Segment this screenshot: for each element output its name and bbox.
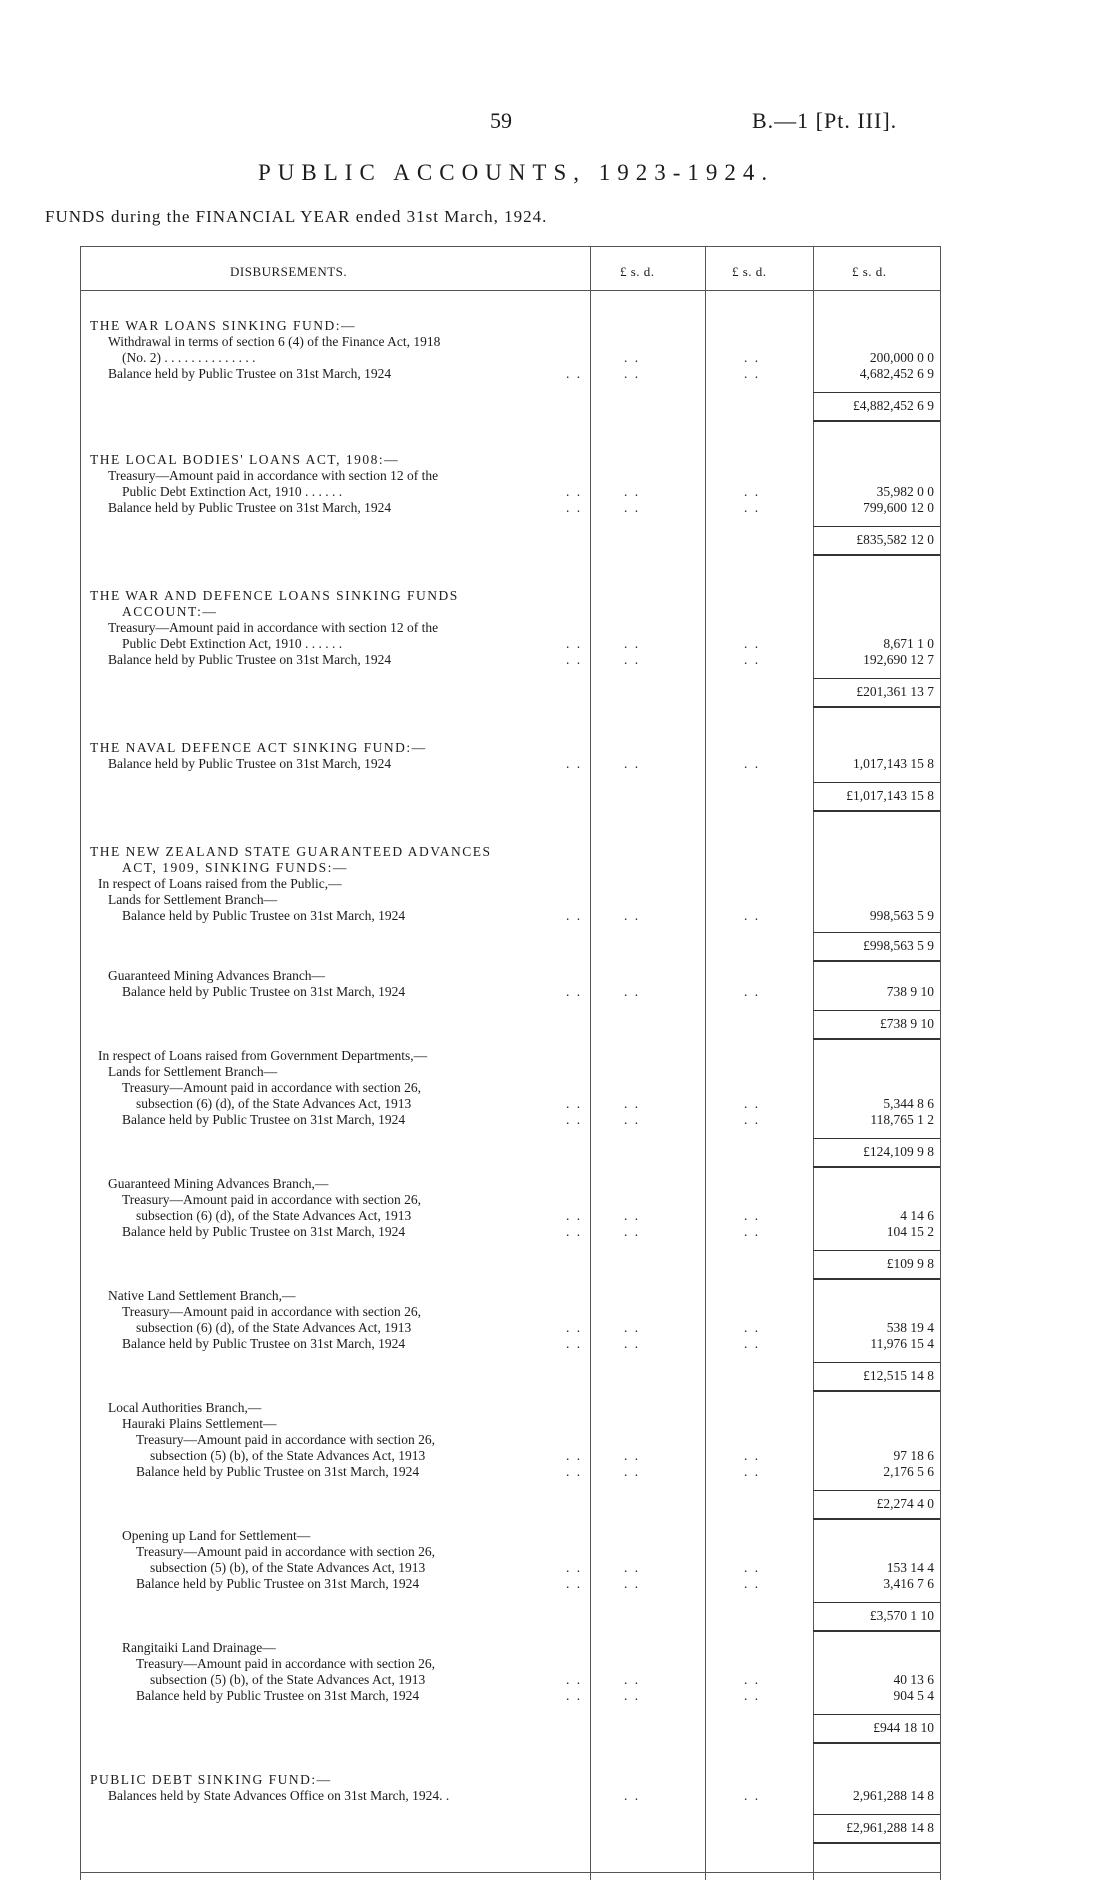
- table-row: [80, 588, 940, 604]
- total-rule: [813, 526, 940, 527]
- table-row: [80, 876, 940, 892]
- leader-dots: . .: [744, 756, 761, 771]
- total-double-rule: [813, 1278, 940, 1280]
- header-col3: £ s. d.: [852, 264, 887, 279]
- leader-dots: . .: [744, 1464, 761, 1479]
- total-rule: [813, 932, 940, 933]
- table-row: [80, 604, 940, 620]
- leader-dots: . .: [744, 984, 761, 999]
- section-heading: THE WAR AND DEFENCE LOANS SINKING FUNDS: [90, 588, 459, 603]
- total-double-rule: [813, 810, 940, 812]
- amount: 104 15 2: [886, 1224, 934, 1239]
- leader-dots: . .: [624, 350, 641, 365]
- row-label: Balance held by Public Trustee on 31st March, 1924: [108, 500, 392, 515]
- row-label: Balances held by State Advances Office on 31st March, 1924. .: [108, 1788, 450, 1803]
- leader-dots: . .: [624, 1464, 641, 1479]
- row-label: In respect of Loans raised from the Public,—: [98, 876, 342, 891]
- amount: 35,982 0 0: [876, 484, 934, 499]
- row-label: (No. 2) . . . . . . . . . . . . . .: [122, 350, 256, 365]
- leader-dots: . .: [566, 1208, 583, 1223]
- amount: 97 18 6: [893, 1448, 934, 1463]
- row-label: Balance held by Public Trustee on 31st March, 1924: [108, 652, 392, 667]
- table-row: [80, 740, 940, 756]
- leader-dots: . .: [566, 484, 583, 499]
- leader-dots: . .: [566, 1096, 583, 1111]
- row-label: Treasury—Amount paid in accordance with section 12 of the: [108, 620, 439, 635]
- total-rule: [813, 1714, 940, 1715]
- row-label: Rangitaiki Land Drainage—: [122, 1640, 276, 1655]
- total-rule: [813, 1250, 940, 1251]
- table-row: [80, 1208, 940, 1224]
- row-label: Treasury—Amount paid in accordance with section 26,: [122, 1304, 422, 1319]
- table-row: [80, 984, 940, 1000]
- table-row: [80, 484, 940, 500]
- leader-dots: . .: [744, 500, 761, 515]
- row-label: Balance held by Public Trustee on 31st March, 1924: [122, 1112, 406, 1127]
- section-total: £12,515 14 8: [863, 1368, 934, 1383]
- total-double-rule: [813, 1630, 940, 1632]
- leader-dots: . .: [744, 1688, 761, 1703]
- total-rule: [813, 392, 940, 393]
- amount: 538 19 4: [886, 1320, 934, 1335]
- leader-dots: . .: [624, 1320, 641, 1335]
- leader-dots: . .: [566, 636, 583, 651]
- row-label: In respect of Loans raised from Government Departments,—: [98, 1048, 428, 1063]
- leader-dots: . .: [624, 636, 641, 651]
- leader-dots: . .: [744, 1336, 761, 1351]
- disbursements-table: [80, 246, 940, 1880]
- row-label: Balance held by Public Trustee on 31st March, 1924: [122, 908, 406, 923]
- row-label: Treasury—Amount paid in accordance with section 26,: [136, 1432, 436, 1447]
- table-row: [80, 1192, 940, 1208]
- leader-dots: . .: [566, 984, 583, 999]
- table-row: [80, 1048, 940, 1064]
- table-row: [80, 1576, 940, 1592]
- total-double-rule: [813, 1038, 940, 1040]
- total-double-rule: [813, 420, 940, 422]
- leader-dots: . .: [624, 1688, 641, 1703]
- row-label: Balance held by Public Trustee on 31st March, 1924: [108, 756, 392, 771]
- amount: 118,765 1 2: [870, 1112, 934, 1127]
- leader-dots: . .: [624, 1096, 641, 1111]
- total-rule: [813, 1362, 940, 1363]
- total-rule: [813, 1490, 940, 1491]
- leader-dots: . .: [624, 908, 641, 923]
- section-total: £201,361 13 7: [856, 684, 934, 699]
- table-row: [80, 892, 940, 908]
- leader-dots: . .: [566, 908, 583, 923]
- row-label: Balance held by Public Trustee on 31st March, 1924: [122, 1336, 406, 1351]
- table-row: [80, 1688, 940, 1704]
- row-label: Balance held by Public Trustee on 31st March, 1924: [122, 984, 406, 999]
- amount: 4,682,452 6 9: [859, 366, 934, 381]
- page-number: 59: [490, 108, 512, 133]
- leader-dots: . .: [744, 1224, 761, 1239]
- header-divider: [80, 290, 940, 291]
- section-heading: THE NEW ZEALAND STATE GUARANTEED ADVANCES: [90, 844, 492, 859]
- row-label: Treasury—Amount paid in accordance with section 26,: [136, 1544, 436, 1559]
- leader-dots: . .: [744, 652, 761, 667]
- row-label: Balance held by Public Trustee on 31st March, 1924: [122, 1224, 406, 1239]
- row-label: Opening up Land for Settlement—: [122, 1528, 311, 1543]
- table-row: [80, 366, 940, 382]
- total-double-rule: [813, 960, 940, 962]
- amount: 998,563 5 9: [869, 908, 934, 923]
- table-row: [80, 1432, 940, 1448]
- total-double-rule: [813, 1742, 940, 1744]
- table-row: [80, 1772, 940, 1788]
- leader-dots: . .: [624, 1112, 641, 1127]
- leader-dots: . .: [566, 1672, 583, 1687]
- table-row: [80, 500, 940, 516]
- amount: 5,344 8 6: [883, 1096, 934, 1111]
- table-row: [80, 908, 940, 924]
- table-row: [80, 620, 940, 636]
- leader-dots: . .: [624, 652, 641, 667]
- total-double-rule: [813, 706, 940, 708]
- row-label: subsection (5) (b), of the State Advances Act, 1913: [150, 1560, 426, 1575]
- row-label: Treasury—Amount paid in accordance with section 26,: [122, 1192, 422, 1207]
- leader-dots: . .: [624, 1560, 641, 1575]
- table-row: [80, 1224, 940, 1240]
- leader-dots: . .: [744, 1112, 761, 1127]
- table-row: [80, 1112, 940, 1128]
- section-total: £998,563 5 9: [863, 938, 934, 953]
- leader-dots: . .: [744, 350, 761, 365]
- leader-dots: . .: [744, 1208, 761, 1223]
- amount: 40 13 6: [893, 1672, 934, 1687]
- leader-dots: . .: [566, 1224, 583, 1239]
- section-total: £3,570 1 10: [869, 1608, 934, 1623]
- table-row: [80, 1528, 940, 1544]
- table-row: [80, 860, 940, 876]
- table-row: [80, 1096, 940, 1112]
- section-total: £124,109 9 8: [863, 1144, 934, 1159]
- page-subtitle: FUNDS during the FINANCIAL YEAR ended 31st March, 1924.: [45, 207, 548, 226]
- table-row: [80, 1544, 940, 1560]
- table-row: [80, 1080, 940, 1096]
- total-rule: [813, 678, 940, 679]
- leader-dots: . .: [744, 1096, 761, 1111]
- table-row: [80, 1656, 940, 1672]
- leader-dots: . .: [566, 1688, 583, 1703]
- leader-dots: . .: [566, 1464, 583, 1479]
- total-rule: [813, 1602, 940, 1603]
- table-row: [80, 1400, 940, 1416]
- table-row: [80, 1672, 940, 1688]
- total-rule: [813, 1010, 940, 1011]
- table-row: [80, 756, 940, 772]
- leader-dots: . .: [566, 1320, 583, 1335]
- table-row: [80, 968, 940, 984]
- table-row: [80, 1336, 940, 1352]
- total-double-rule: [813, 1518, 940, 1520]
- leader-dots: . .: [624, 1672, 641, 1687]
- section-heading: ACCOUNT:—: [122, 604, 218, 619]
- leader-dots: . .: [744, 908, 761, 923]
- section-total: £2,961,288 14 8: [846, 1820, 934, 1835]
- leader-dots: . .: [744, 366, 761, 381]
- total-double-rule: [813, 1842, 940, 1844]
- leader-dots: . .: [744, 1576, 761, 1591]
- row-label: Public Debt Extinction Act, 1910 . . . . . .: [122, 484, 343, 499]
- total-rule: [813, 1138, 940, 1139]
- amount: 799,600 12 0: [863, 500, 934, 515]
- row-label: subsection (5) (b), of the State Advances Act, 1913: [150, 1672, 426, 1687]
- leader-dots: . .: [624, 1224, 641, 1239]
- section-heading: PUBLIC DEBT SINKING FUND:—: [90, 1772, 332, 1787]
- section-total: £1,017,143 15 8: [846, 788, 934, 803]
- row-label: Guaranteed Mining Advances Branch,—: [108, 1176, 329, 1191]
- table-row: [80, 1560, 940, 1576]
- row-label: Balance held by Public Trustee on 31st March, 1924: [136, 1464, 420, 1479]
- amount: 200,000 0 0: [869, 350, 934, 365]
- section-total: £944 18 10: [873, 1720, 934, 1735]
- row-label: Balance held by Public Trustee on 31st March, 1924: [136, 1576, 420, 1591]
- section-total: £738 9 10: [880, 1016, 934, 1031]
- table-row: [80, 1176, 940, 1192]
- table-row: [80, 1416, 940, 1432]
- amount: 3,416 7 6: [883, 1576, 934, 1591]
- document-reference: B.—1 [Pt. III].: [752, 108, 898, 133]
- amount: 2,961,288 14 8: [853, 1788, 934, 1803]
- leader-dots: . .: [566, 1560, 583, 1575]
- table-row: [80, 350, 940, 366]
- section-total: £835,582 12 0: [856, 532, 934, 547]
- leader-dots: . .: [744, 1320, 761, 1335]
- table-row: [80, 636, 940, 652]
- total-double-rule: [813, 1166, 940, 1168]
- row-label: Guaranteed Mining Advances Branch—: [108, 968, 326, 983]
- leader-dots: . .: [566, 500, 583, 515]
- row-label: Withdrawal in terms of section 6 (4) of the Finance Act, 1918: [108, 334, 441, 349]
- leader-dots: . .: [624, 484, 641, 499]
- table-right-border: [940, 246, 941, 1880]
- leader-dots: . .: [744, 1788, 761, 1803]
- leader-dots: . .: [566, 1576, 583, 1591]
- section-heading: THE WAR LOANS SINKING FUND:—: [90, 318, 357, 333]
- leader-dots: . .: [624, 500, 641, 515]
- amount: 153 14 4: [886, 1560, 934, 1575]
- leader-dots: . .: [624, 1448, 641, 1463]
- row-label: subsection (5) (b), of the State Advances Act, 1913: [150, 1448, 426, 1463]
- table-row: [80, 1448, 940, 1464]
- amount: 1,017,143 15 8: [853, 756, 934, 771]
- table-row: [80, 318, 940, 334]
- table-row: [80, 468, 940, 484]
- row-label: subsection (6) (d), of the State Advances Act, 1913: [136, 1320, 412, 1335]
- table-row: [80, 1288, 940, 1304]
- row-label: Hauraki Plains Settlement—: [122, 1416, 277, 1431]
- total-double-rule: [813, 554, 940, 556]
- table-row: [80, 1640, 940, 1656]
- row-label: Public Debt Extinction Act, 1910 . . . . . .: [122, 636, 343, 651]
- leader-dots: . .: [624, 1788, 641, 1803]
- row-label: Local Authorities Branch,—: [108, 1400, 262, 1415]
- section-total: £4,882,452 6 9: [853, 398, 934, 413]
- table-bottom-border: [80, 1872, 940, 1873]
- row-label: subsection (6) (d), of the State Advances Act, 1913: [136, 1096, 412, 1111]
- section-total: £2,274 4 0: [876, 1496, 934, 1511]
- leader-dots: . .: [624, 984, 641, 999]
- table-row: [80, 1304, 940, 1320]
- leader-dots: . .: [744, 636, 761, 651]
- header-col2: £ s. d.: [732, 264, 767, 279]
- leader-dots: . .: [624, 756, 641, 771]
- row-label: Balance held by Public Trustee on 31st March, 1924: [136, 1688, 420, 1703]
- table-row: [80, 1464, 940, 1480]
- row-label: Lands for Settlement Branch—: [108, 1064, 278, 1079]
- leader-dots: . .: [566, 756, 583, 771]
- table-row: [80, 1320, 940, 1336]
- header-disbursements: DISBURSEMENTS.: [230, 264, 348, 279]
- table-row: [80, 1064, 940, 1080]
- leader-dots: . .: [566, 366, 583, 381]
- leader-dots: . .: [744, 1560, 761, 1575]
- row-label: Native Land Settlement Branch,—: [108, 1288, 296, 1303]
- header-col1: £ s. d.: [620, 264, 655, 279]
- leader-dots: . .: [624, 1576, 641, 1591]
- amount: 4 14 6: [900, 1208, 934, 1223]
- leader-dots: . .: [566, 1336, 583, 1351]
- table-row: [80, 652, 940, 668]
- amount: 2,176 5 6: [883, 1464, 934, 1479]
- amount: 904 5 4: [893, 1688, 934, 1703]
- amount: 192,690 12 7: [863, 652, 934, 667]
- total-double-rule: [813, 1390, 940, 1392]
- leader-dots: . .: [744, 1448, 761, 1463]
- total-rule: [813, 782, 940, 783]
- row-label: Treasury—Amount paid in accordance with section 12 of the: [108, 468, 439, 483]
- page-title: PUBLIC ACCOUNTS, 1923-1924.: [258, 160, 775, 185]
- section-total: £109 9 8: [886, 1256, 934, 1271]
- leader-dots: . .: [624, 1208, 641, 1223]
- table-top-border: [80, 246, 940, 247]
- table-row: [80, 334, 940, 350]
- row-label: Treasury—Amount paid in accordance with section 26,: [136, 1656, 436, 1671]
- total-rule: [813, 1814, 940, 1815]
- leader-dots: . .: [566, 1112, 583, 1127]
- leader-dots: . .: [566, 652, 583, 667]
- leader-dots: . .: [744, 1672, 761, 1687]
- leader-dots: . .: [624, 1336, 641, 1351]
- section-heading: THE NAVAL DEFENCE ACT SINKING FUND:—: [90, 740, 427, 755]
- row-label: Treasury—Amount paid in accordance with section 26,: [122, 1080, 422, 1095]
- table-row: [80, 844, 940, 860]
- section-heading: ACT, 1909, SINKING FUNDS:—: [122, 860, 348, 875]
- leader-dots: . .: [744, 484, 761, 499]
- section-heading: THE LOCAL BODIES' LOANS ACT, 1908:—: [90, 452, 400, 467]
- amount: 11,976 15 4: [870, 1336, 934, 1351]
- table-row: [80, 452, 940, 468]
- amount: 8,671 1 0: [883, 636, 934, 651]
- row-label: Lands for Settlement Branch—: [108, 892, 278, 907]
- amount: 738 9 10: [886, 984, 934, 999]
- leader-dots: . .: [566, 1448, 583, 1463]
- row-label: Balance held by Public Trustee on 31st March, 1924: [108, 366, 392, 381]
- row-label: subsection (6) (d), of the State Advances Act, 1913: [136, 1208, 412, 1223]
- leader-dots: . .: [624, 366, 641, 381]
- table-row: [80, 1788, 940, 1804]
